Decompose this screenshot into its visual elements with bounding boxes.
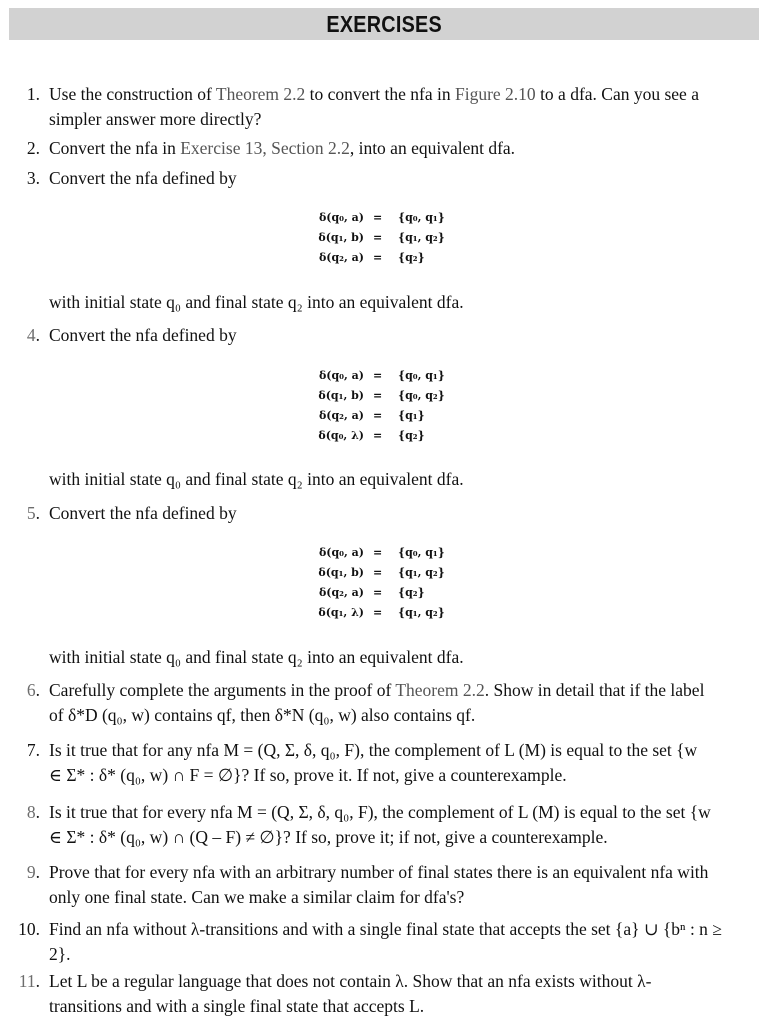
equation-row: δ(q₂, a) = {q₁} bbox=[318, 409, 425, 422]
exercise-text: Is it true that for any nfa M = (Q, Σ, δ, q₀, F), the complement of L (M) is equal to the set {w ∈ Σ* : δ* (q₀, w) ∩ F = ∅}? If so, prove it. If not, give a counterexample. bbox=[49, 740, 698, 785]
exercise-text: Convert the nfa defined by bbox=[49, 325, 237, 345]
exercise-number: 8. bbox=[26, 802, 40, 822]
exercise-text: Is it true that for every nfa M = (Q, Σ, δ, q₀, F), the complement of L (M) is equal to the set {w ∈ Σ* : δ* (q₀, w) ∩ (Q – F) ≠ ∅}? If so, prove it; if not, give a counterexample. bbox=[49, 802, 711, 847]
exercises-banner bbox=[9, 8, 759, 40]
equation-row: δ(q₀, a) = {q₀, q₁} bbox=[318, 369, 445, 382]
transition-equations bbox=[0, 208, 768, 268]
exercise-number: 2. bbox=[26, 138, 40, 158]
equation-row: δ(q₀, λ) = {q₂} bbox=[318, 429, 425, 442]
exercise-text: Use the construction of Theorem 2.2 to convert the nfa in Figure 2.10 to a dfa. Can you see a simpler answer more directly? bbox=[49, 84, 699, 129]
exercise-link[interactable]: Exercise 13, Section 2.2 bbox=[180, 138, 350, 158]
exercise-text: Convert the nfa defined by bbox=[49, 168, 237, 188]
exercise-number: 9. bbox=[26, 862, 40, 882]
exercise-number: 10. bbox=[18, 919, 40, 939]
exercise-text: Let L be a regular language that does not contain λ. Show that an nfa exists without λ- transitions and with a single final state that accepts L. bbox=[49, 971, 652, 1016]
exercise-number: 3. bbox=[26, 168, 40, 188]
exercise-number: 7. bbox=[26, 740, 40, 760]
exercise-text-after: with initial state q₀ and final state q₂ into an equivalent dfa. bbox=[49, 469, 464, 489]
exercise-number: 4. bbox=[26, 325, 40, 345]
equation-row: δ(q₁, b) = {q₁, q₂} bbox=[318, 566, 445, 579]
equation-row: δ(q₂, a) = {q₂} bbox=[318, 251, 425, 264]
figure-link[interactable]: Figure 2.10 bbox=[454, 84, 536, 104]
exercise-text: Convert the nfa defined by bbox=[49, 503, 237, 523]
equation-row: δ(q₂, a) = {q₂} bbox=[318, 586, 425, 599]
theorem-link[interactable]: Theorem 2.2 bbox=[215, 84, 306, 104]
exercise-number: 11. bbox=[18, 971, 40, 991]
equation-row: δ(q₁, λ) = {q₁, q₂} bbox=[318, 606, 445, 619]
transition-equations bbox=[0, 366, 768, 446]
exercise-number: 5. bbox=[26, 503, 40, 523]
exercise-text: Convert the nfa in Exercise 13, Section 2.2, into an equivalent dfa. bbox=[49, 138, 516, 158]
equation-row: δ(q₀, a) = {q₀, q₁} bbox=[318, 546, 445, 559]
equation-row: δ(q₁, b) = {q₁, q₂} bbox=[318, 231, 445, 244]
exercise-text-after: with initial state q₀ and final state q₂ into an equivalent dfa. bbox=[49, 647, 464, 667]
exercise-text: Find an nfa without λ-transitions and with a single final state that accepts the set {a} ∪ {bⁿ : n ≥ 2}. bbox=[49, 919, 722, 964]
exercise-number: 6. bbox=[26, 680, 40, 700]
exercise-number: 1. bbox=[26, 84, 40, 104]
exercise-text-after: with initial state q₀ and final state q₂ into an equivalent dfa. bbox=[49, 292, 464, 312]
exercises-title: EXERCISES bbox=[326, 11, 442, 37]
equation-row: δ(q₁, b) = {q₀, q₂} bbox=[318, 389, 445, 402]
exercise-text: Prove that for every nfa with an arbitrary number of final states there is an equivalent nfa with only one final state. Can we make a similar claim for dfa's? bbox=[49, 862, 709, 907]
equation-row: δ(q₀, a) = {q₀, q₁} bbox=[318, 211, 445, 224]
theorem-link[interactable]: Theorem 2.2 bbox=[395, 680, 485, 700]
transition-equations bbox=[0, 543, 768, 623]
exercise-text: Carefully complete the arguments in the proof of Theorem 2.2. Show in detail that if the label of δ*D (q₀, w) contains qf, then δ*N (q₀, w) also contains qf. bbox=[49, 680, 705, 725]
